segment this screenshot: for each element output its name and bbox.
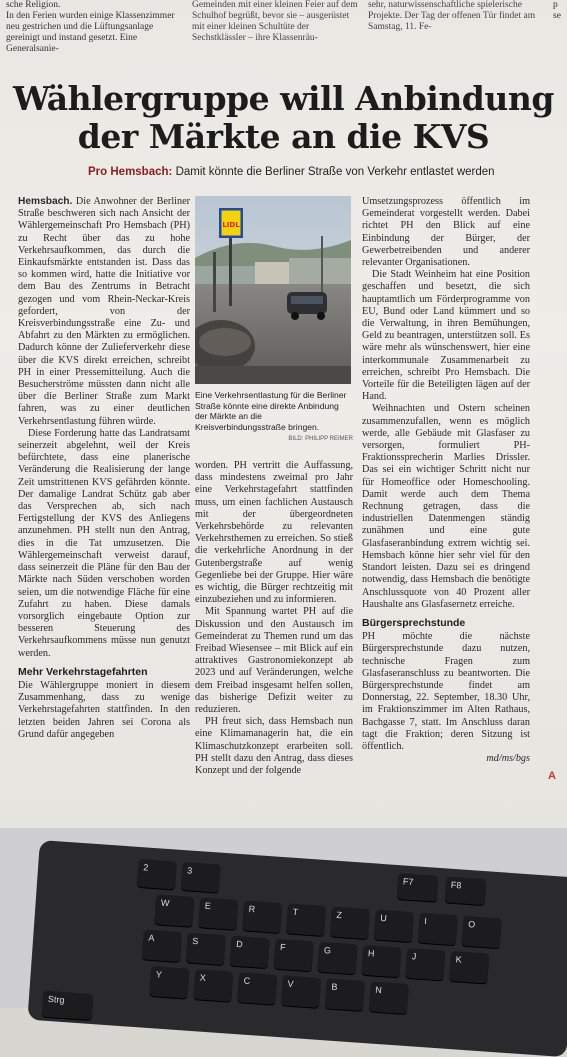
key-e: E [198,897,238,930]
key-2: 2 [137,859,177,890]
col2-paragraph-3: PH freut sich, dass Hemsbach nun eine Klimamanagerin hat, die ein Klimaschutzkonzept erarbeiten soll. PH stellt dazu den Antrag, dass dieses Konzept und der folgende [195,716,353,777]
col1-paragraph-2: Diese Forderung hatte das Landratsamt seinerzeit abgelehnt, weil der Kreis befürchtete, dass eine planerische Veränderung die Realisierung der lange Zeit umstrittenen KVS gefährden könnte. Der damalige Landrat Schütz gab aber das Versprechen ab, sich nach Fertigstellung der KVS des Anliegens anzunehmen. PH stellt nun den Antrag, dies in die Tat umzusetzen. Die Wählergemeinschaft verweist darauf, dass seinerzeit die Pläne für den Bau der Märkte nach Süden verschoben worden seien, um die notwendige Fläche für eine Zufahrt zu haben. Diese damals vorsorglich eingebaute Option zur besseren Steuerung des Verkehrsaufkommens müsse nun genutzt werden. [18,427,190,659]
margin-mark: A [548,770,556,782]
key-r: R [242,900,282,933]
prev-col1-text: sche Religion. In den Ferien wurden einige Klassenzimmer neu gestrichen und die Lüftungsanlage gereinigt und instand gesetzt. Eine Generalsanie- [6,0,175,52]
key-y: Y [149,966,189,999]
col1-paragraph-1: Die Anwohner der Berliner Straße beschweren sich nach Ansicht der Wählergemeinschaft Pro Hemsbach (PH) zu Recht über das zu hohe Verkehrsaufkommen, das durch die Einkaufsmärkte entstanden ist. Dass das so kommen wird, hatte die Initiative vor dem Bau des Zentrums in Betracht gezogen und vom Rhein-Neckar-Kreis gefordert, von der Kreisverbindungsstraße eine Zu- und Abfahrt zu den Märkten zu ermöglichen. Dadurch könne der Zulieferverkehr diese über die KVS direkt erreichen, schreibt PH in einer Pressemitteilung. Auch die Besucherströme müssten dann nicht alle über die Berliner Straße zum Markt fahren, was zu einer deutlichen Verkehrsentlastung führen würde. [18,196,190,427]
subheadline [88,166,495,178]
headline-line-2: der Märkte an die KVS [77,117,490,156]
street-scene-image [195,196,351,384]
key-c: C [237,972,277,1005]
article-column-3 [362,196,530,765]
key-h: H [361,945,401,978]
key-3: 3 [181,862,221,893]
article-column-2 [195,460,353,777]
article-photo [195,196,351,384]
key-t: T [286,903,326,936]
col3-paragraph-3: Weihnachten und Ostern scheinen zusammenzufallen, wenn es möglich werde, alle Gebäude mit Glasfaser zu versorgen, formuliert PH-Fraktionssprecherin Marlies Drissler. Das sei ein wichtiger Schritt nicht nur für Homeoffice oder Homeschooling. Damit werde auch dem Thema Rechnung getragen, dass die industriellen Datenmengen ständig zunähmen und eine gute Glasfaseranbindung extrem wichtig sei. Hemsbach könne hier sehr viel für den Standort leisten. Dazu sei es dringend notwendig, dass Hemsbach die benötigte Anschlussquote von 40 Prozent aller Haushalte ans Glasfasernetz erreiche. [362,403,530,610]
col1-paragraph-3: Die Wählergruppe moniert in diesem Zusammenhang, dass zu wenige Verkehrstagefahrten stattfinden. In den letzten beiden Jahren sei Corona als Grund dafür angegeben [18,679,190,740]
prev-col3-text: sehr, naturwissenschaftliche spielerische Projekte. Der Tag der offenen Tür findet am Samstag, 11. Fe- [368,0,536,32]
key-j: J [405,948,445,981]
key-x: X [193,969,233,1002]
col3-paragraph-1: Umsetzungsprozess öffentlich im Gemeinderat vorgestellt werden. Dabei richtet PH den Blick auf eine Einbindung der Bürger, der Gewerbetreibenden und anderer relevanter Organisationen. [362,196,530,269]
key-k: K [449,951,489,984]
col3-paragraph-2: Die Stadt Weinheim hat eine Position geschaffen und besetzt, die sich hauptamtlich um Förderprogramme von EU, Bund oder Land kümmert und so die Verwaltung, in ihren Bemühungen, Geld zu beantragen, unterstützen soll. Es wäre mehr als wünschenswert, hier eine interkommunale Zusammenarbeit zu erreichen, schreibt Pro Hemsbach. Die Vorteile für die Beteiligten lägen auf der Hand. [362,269,530,403]
key-s: S [186,933,226,966]
prev-col2-text: Gemeinden mit einer kleinen Feier auf dem Schulhof begrüßt, bevor sie – ausgerüstet mit einer kleinen Schultüte der Sechstklässler – ihre Klassenräu- [192,0,358,43]
photo-caption-text: Eine Verkehrsentlastung für die Berliner Straße könnte eine direkte Anbindung der Märkte an die Kreisverbindungsstraße bringen. [195,390,347,432]
previous-article-col3 [368,0,548,52]
key-n: N [369,981,409,1014]
article-column-1 [18,196,190,741]
key-o: O [462,916,502,949]
photo-credit: BILD: PHILIPP REIMER [288,436,353,443]
store-sign-text: LIDL [222,221,240,229]
key-w: W [154,894,194,927]
prev-col4-text: p se [553,0,561,21]
desk-area [0,828,567,1008]
key-g: G [317,942,357,975]
key-v: V [281,975,321,1008]
key-b: B [325,978,365,1011]
author-signature: md/ms/bgs [486,753,530,765]
key-z: Z [330,907,370,940]
key-strg: Strg [42,991,94,1020]
key-u: U [374,910,414,943]
col2-paragraph-2: Mit Spannung wartet PH auf die Diskussion und den Austausch im Gemeinderat zu Themen rund um das Freibad Wiesensee – mit Blick auf ein attraktives Gastronomiekonzept ab 2023 und auf Veränderungen, welche dem Freibad insgesamt helfen sollen, das bisherige Defizit weiter zu reduzieren. [195,606,353,716]
previous-article-col2 [192,0,362,52]
dateline: Hemsbach. [18,196,73,207]
key-d: D [230,936,270,969]
key-i: I [418,913,458,946]
keyboard [27,840,567,1057]
key-a: A [142,929,182,962]
previous-article-col4 [553,0,567,52]
section-heading-buergersprechstunde: Bürgersprechstunde [362,616,466,629]
previous-article-col1 [6,0,186,52]
key-f: F [274,939,314,972]
col3-paragraph-4: PH möchte die nächste Bürgersprechstunde dazu nutzen, technische Fragen zum Glasfaseranschluss zu beantworten. Die Bürgersprechstunde findet am Donnerstag, 22. September, 18.30 Uhr, im Fraktionszimmer im Alten Rathaus, Bachgasse 7, statt. Im Anschluss daran tagt die Fraktion; deren Sitzung ist öffentlich. [362,631,530,752]
key-f7: F7 [397,873,439,902]
subhead-kicker: Pro Hemsbach: [88,166,173,178]
section-heading-verkehrstagefahrten: Mehr Verkehrstagefahrten [18,665,148,678]
photo-caption [195,390,353,445]
subhead-text: Damit könnte die Berliner Straße von Verkehr entlastet werden [175,166,495,178]
key-f8: F8 [445,876,487,905]
col2-paragraph-1: worden. PH vertritt die Auffassung, dass mindestens zweimal pro Jahr eine Verkehrstagefahrt stattfinden muss, um einen fachlichen Austausch mit der übergeordneten Verkehrsbehörde zu relevanten Verkehrsthemen zu erreichen. So stieß die verkehrliche Anordnung in der Gutenbergstraße auf wenig Gegenliebe bei der Gruppe. Hier wäre es wichtig, die Bürger rechtzeitig mit einzubeziehen und zu informieren. [195,460,353,606]
headline-line-1: Wählergruppe will Anbindung [13,79,554,118]
